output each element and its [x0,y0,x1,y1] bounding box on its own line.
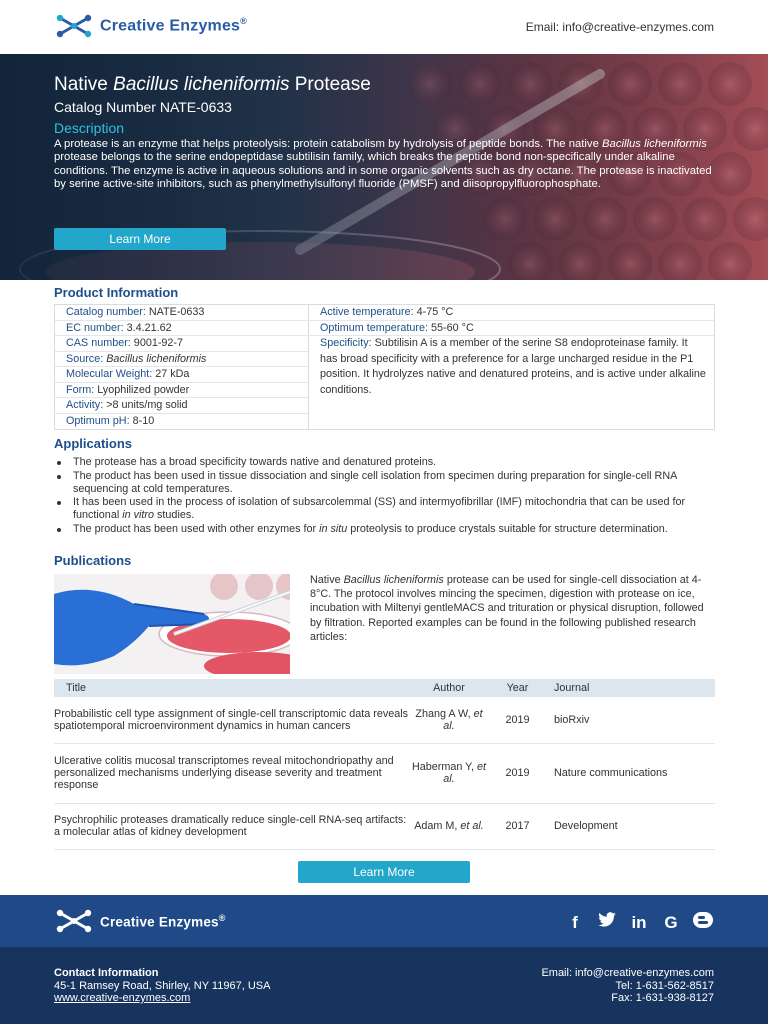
pub-year: 2019 [487,743,548,803]
social-links [564,911,714,934]
footer-contact [0,947,768,1024]
contact-address: 45-1 Ramsey Road, Shirley, NY 11967, USA [54,979,271,992]
pub-journal: bioRxiv [548,697,715,743]
info-row-source: Source: Bacillus licheniformis [55,352,308,368]
product-title: Native Bacillus licheniformis Protease [54,74,371,95]
list-item: The product has been used in tissue dissociation and single cell isolation from specimen during preparation for single-cell RNA sequencing at cold temperatures. [54,470,716,496]
facebook-icon[interactable]: f [572,912,578,932]
website-link[interactable]: www.creative-enzymes.com [54,992,191,1004]
column-header-author: Author [411,679,487,697]
enzyme-logo-icon [54,14,94,38]
brand-name: Creative Enzymes® [100,16,248,35]
description-heading: Description [54,120,125,136]
hero-content [54,74,716,192]
product-info-table [54,304,715,430]
footer-email[interactable]: Email: info@creative-enzymes.com [541,967,714,979]
pub-title: Probabilistic cell type assignment of single-cell transcriptomic data reveals spatiotemporal microenvironment dynamics in human cancers [54,697,411,743]
hero-learn-more-button[interactable]: Learn More [54,228,226,250]
pub-title: Ulcerative colitis mucosal transcriptomes reveal mitochondriopathy and personalized mechanisms underlying disease severity and treatment response [54,743,411,803]
product-info-left-column [55,305,309,429]
product-info-heading: Product Information [54,285,179,300]
pub-journal: Nature communications [548,743,715,803]
list-item: The product has been used with other enzymes for in situ proteolysis to produce crystals suitable for structure determination. [54,523,716,536]
pub-author: Adam M, et al. [411,803,487,849]
contact-numbers [541,967,714,1005]
table-row [54,743,715,803]
column-header-title: Title [54,679,411,697]
publications-table [54,679,715,850]
pub-journal: Development [548,803,715,849]
table-row [54,697,715,743]
google-icon[interactable]: G [664,912,678,932]
catalog-number: Catalog Number NATE-0633 [54,99,232,115]
pub-title: Psychrophilic proteases dramatically reduce single-cell RNA-seq artifacts: a molecular atlas of kidney development [54,803,411,849]
info-row-form: Form: Lyophilized powder [55,383,308,399]
list-item: The protease has a broad specificity towards native and denatured proteins. [54,456,716,469]
footer-tel: Tel: 1-631-562-8517 [615,979,714,992]
hero-banner [0,54,768,280]
description-text: A protease is an enzyme that helps proteolysis: protein catabolism by hydrolysis of peptide bonds. The native Bacillus licheniformis protease belongs to the serine endopeptidase subtilisin family, which breaks the peptide bond non-specifically under alkaline conditions. The enzyme is active in aqueous solutions and in some organic solvents such as dry octane. The protease is inactivated by serine active-site inhibitors, such as phenylmethylsulfonyl fluoride (PMSF) and diisopropylfluorophosphate. [54,138,712,191]
pub-author: Haberman Y, et al. [411,743,487,803]
product-info-right-column [310,305,714,398]
info-row-optimum-temp: Optimum temperature: 55-60 °C [310,321,714,337]
publications-intro: Native Bacillus licheniformis protease can be used for single-cell dissociation at 4-8°C. The protocol involves mincing the specimen, digestion with protease on ice, incubation with Miltenyi gentleMACS and trituration or physical disruption, followed by filtration. Reported examples can be found in the following published research articles: [310,574,704,643]
info-row-ec: EC number: 3.4.21.62 [55,321,308,337]
column-header-year: Year [487,679,548,697]
info-row-ph: Optimum pH: 8-10 [66,414,155,427]
footer-brand-bar [0,895,768,947]
table-row [54,803,715,849]
table-header-row [54,679,715,697]
pub-year: 2017 [487,803,548,849]
applications-heading: Applications [54,436,133,451]
info-row-activity: Activity: >8 units/mg solid [55,398,308,414]
info-row-mw: Molecular Weight: 27 kDa [55,367,308,383]
page-header [0,0,768,54]
footer-fax: Fax: 1-631-938-8127 [611,992,714,1004]
info-row-cas: CAS number: 9001-92-7 [55,336,308,352]
publications-learn-more-button[interactable]: Learn More [298,861,470,883]
pub-author: Zhang A W, et al. [411,697,487,743]
brand-logo[interactable] [54,14,247,38]
footer-brand-logo[interactable] [54,909,226,933]
contact-block [54,967,270,1005]
linkedin-icon[interactable]: in [631,912,647,932]
blogger-icon[interactable] [692,911,714,934]
footer-brand-name: Creative Enzymes® [100,912,226,930]
enzyme-logo-icon [54,909,94,933]
publications-heading: Publications [54,553,132,568]
list-item: It has been used in the process of isolation of subsarcolemmal (SS) and intermyofibrillar (IMF) mitochondria that can be used for functional in vitro studies. [54,496,716,522]
info-row-active-temp: Active temperature: 4-75 °C [310,305,714,321]
contact-heading: Contact Information [54,967,159,979]
info-row-specificity: Specificity: Subtilisin A is a member of the serine S8 endoproteinase family. It has broad specificity with a preference for a large uncharged residue in the P1 position. It hydrolyzes native and denatured proteins, and is active under alkaline conditions. [320,337,706,396]
info-row-catalog: Catalog number: NATE-0633 [55,305,308,321]
lab-glove-pipette-image [54,574,290,674]
column-header-journal: Journal [548,679,715,697]
applications-list [54,456,716,536]
header-email[interactable]: Email: info@creative-enzymes.com [525,20,714,34]
pub-year: 2019 [487,697,548,743]
twitter-icon[interactable] [596,912,618,933]
